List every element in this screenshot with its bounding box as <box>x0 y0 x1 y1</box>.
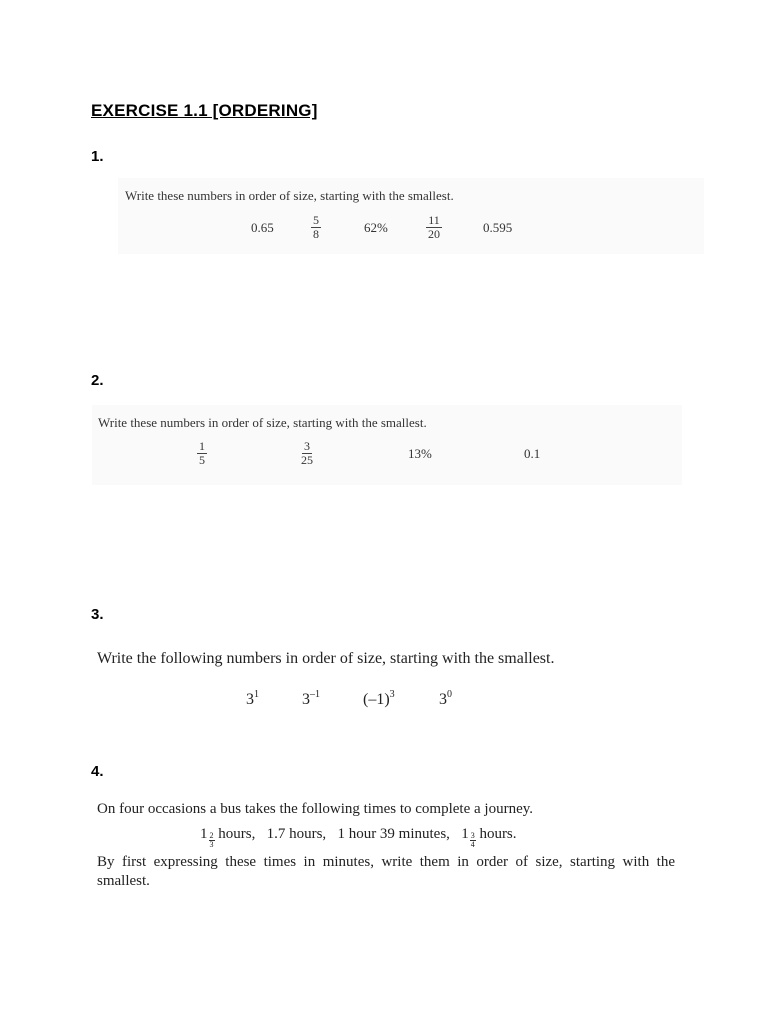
fraction-numerator: 2 <box>209 831 214 840</box>
time-4-unit: hours. <box>479 826 517 842</box>
question-3-term-2 <box>302 689 320 709</box>
question-1-fraction-1 <box>311 214 321 241</box>
fraction-numerator: 11 <box>428 213 440 227</box>
question-2-number: 2. <box>91 372 104 389</box>
question-1-fraction-2 <box>426 214 442 241</box>
question-2-value-percent: 13% <box>408 446 432 461</box>
time-2: 1.7 hours, <box>266 826 327 842</box>
term-base: 3 <box>246 691 254 708</box>
question-2-fraction-1 <box>197 440 207 467</box>
term-exponent: –1 <box>310 689 320 700</box>
question-1-value-decimal: 0.65 <box>251 220 274 235</box>
fraction-denominator: 3 <box>209 840 214 849</box>
fraction-numerator: 1 <box>199 439 205 453</box>
fraction-denominator: 25 <box>301 453 313 467</box>
question-3-number: 3. <box>91 606 104 623</box>
question-1-instruction: Write these numbers in order of size, starting with the smallest. <box>125 188 454 203</box>
page-title: EXERCISE 1.1 [ORDERING] <box>91 101 318 120</box>
question-1-box <box>118 178 704 254</box>
term-base: (–1) <box>363 691 390 708</box>
fraction-denominator: 8 <box>313 227 319 241</box>
term-exponent: 0 <box>447 689 452 700</box>
question-3-instruction: Write the following numbers in order of size, starting with the smallest. <box>97 650 555 667</box>
question-4-instruction: By first expressing these times in minutes, write them in order of size, starting with the smallest. <box>97 854 675 889</box>
question-4-intro: On four occasions a bus takes the following times to complete a journey. <box>97 801 534 817</box>
fraction-numerator: 5 <box>313 213 319 227</box>
question-1-value-percent: 62% <box>364 220 388 235</box>
time-3: 1 hour 39 minutes, <box>337 826 450 842</box>
question-4-times <box>200 826 517 849</box>
time-4 <box>461 826 476 849</box>
fraction-denominator: 4 <box>470 840 475 849</box>
term-exponent: 3 <box>389 689 395 700</box>
mixed-fraction <box>209 832 215 849</box>
question-2-fraction-2 <box>299 440 315 467</box>
time-1-unit: hours, <box>218 826 256 842</box>
fraction-denominator: 5 <box>199 453 205 467</box>
question-3-term-4 <box>439 689 452 709</box>
question-2-box <box>92 405 682 485</box>
fraction-denominator: 20 <box>428 227 440 241</box>
question-2-instruction: Write these numbers in order of size, starting with the smallest. <box>98 415 427 430</box>
term-exponent: 1 <box>254 689 259 700</box>
question-3-term-1 <box>246 689 259 709</box>
mixed-whole: 1 <box>200 826 208 842</box>
term-base: 3 <box>302 691 310 708</box>
fraction-numerator: 3 <box>304 439 310 453</box>
question-2-value-decimal: 0.1 <box>524 446 541 461</box>
question-1-number: 1. <box>91 148 104 165</box>
mixed-fraction <box>470 832 476 849</box>
fraction-numerator: 3 <box>470 831 475 840</box>
time-1 <box>200 826 215 849</box>
mixed-whole: 1 <box>461 826 469 842</box>
question-4-number: 4. <box>91 763 104 780</box>
question-3-term-3 <box>363 689 395 709</box>
term-base: 3 <box>439 691 447 708</box>
question-1-value-decimal-2: 0.595 <box>483 220 513 235</box>
